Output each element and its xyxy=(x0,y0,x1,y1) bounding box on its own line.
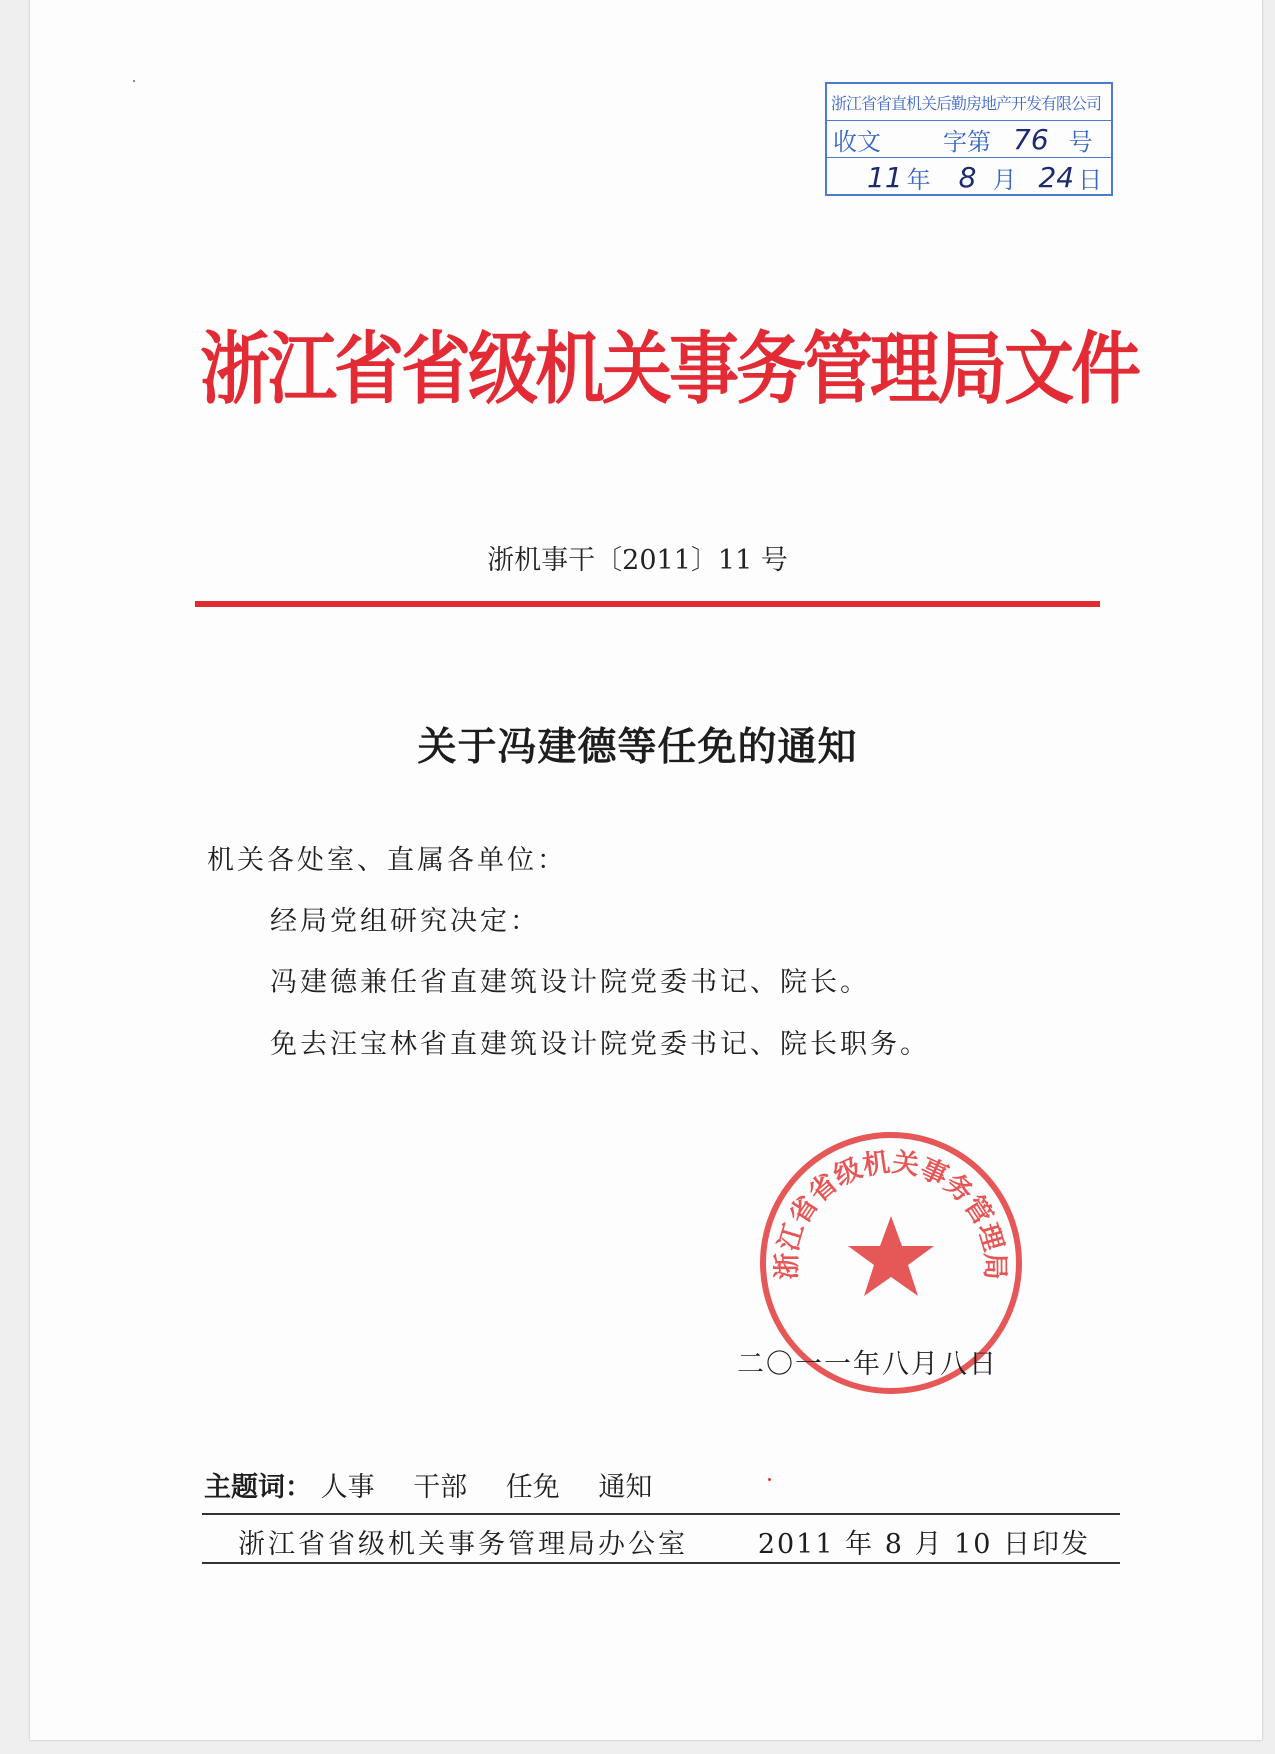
footer-print-date: 2011 年 8 月 10 日印发 xyxy=(757,1529,1090,1560)
receipt-stamp-month: 8 xyxy=(958,160,977,194)
receipt-stamp-year: 11 xyxy=(867,160,903,194)
receipt-stamp-date-row xyxy=(827,159,1111,195)
receipt-stamp-month-label: 月 xyxy=(992,165,1017,194)
receipt-stamp-number-suffix: 号 xyxy=(1068,127,1093,156)
receipt-stamp-day-label: 日 xyxy=(1078,165,1103,194)
receipt-stamp-company-row xyxy=(827,84,1111,121)
receipt-stamp-number-row xyxy=(827,121,1111,158)
notice-appointment: 冯建德兼任省直建筑设计院党委书记、院长。 xyxy=(270,967,870,998)
notice-recipients: 机关各处室、直属各单位： xyxy=(207,845,567,876)
receipt-stamp-receive-label: 收文 xyxy=(833,127,881,156)
keyword-item: 人事 xyxy=(320,1472,375,1503)
footer-bottom-rule xyxy=(202,1562,1120,1564)
receipt-stamp-company: 浙江省省直机关后勤房地产开发有限公司 xyxy=(831,93,1102,113)
notice-dismissal: 免去汪宝林省直建筑设计院党委书记、院长职务。 xyxy=(270,1029,930,1060)
header-red-rule xyxy=(195,601,1100,607)
footer-office: 浙江省省级机关事务管理局办公室 xyxy=(238,1529,688,1560)
document-number: 浙机事干〔2011〕11 号 xyxy=(487,545,788,576)
footer-issuance xyxy=(202,1522,1120,1562)
keyword-item: 任免 xyxy=(505,1472,560,1503)
keywords-row xyxy=(204,1465,682,1504)
receipt-stamp-year-label: 年 xyxy=(906,165,931,194)
footer-top-rule xyxy=(202,1513,1120,1515)
scan-red-speck xyxy=(768,1478,771,1481)
receipt-stamp xyxy=(825,82,1113,196)
seal-star-icon xyxy=(848,1216,934,1296)
notice-title: 关于冯建德等任免的通知 xyxy=(417,725,858,770)
document-header-title: 浙江省省级机关事务管理局文件 xyxy=(200,323,1138,416)
signing-date: 二〇一一年八月八日 xyxy=(737,1349,998,1380)
receipt-stamp-day: 24 xyxy=(1038,160,1075,194)
scan-speck xyxy=(133,80,135,82)
keywords-label: 主题词： xyxy=(204,1472,312,1503)
notice-decision: 经局党组研究决定： xyxy=(270,906,540,937)
keyword-item: 通知 xyxy=(598,1472,653,1503)
receipt-stamp-number: 76 xyxy=(1013,122,1049,156)
receipt-stamp-char-label: 字第 xyxy=(943,127,991,156)
seal-arc-text: 浙江省省级机关事务管理局 xyxy=(771,1147,1011,1280)
keyword-item: 干部 xyxy=(413,1472,468,1503)
